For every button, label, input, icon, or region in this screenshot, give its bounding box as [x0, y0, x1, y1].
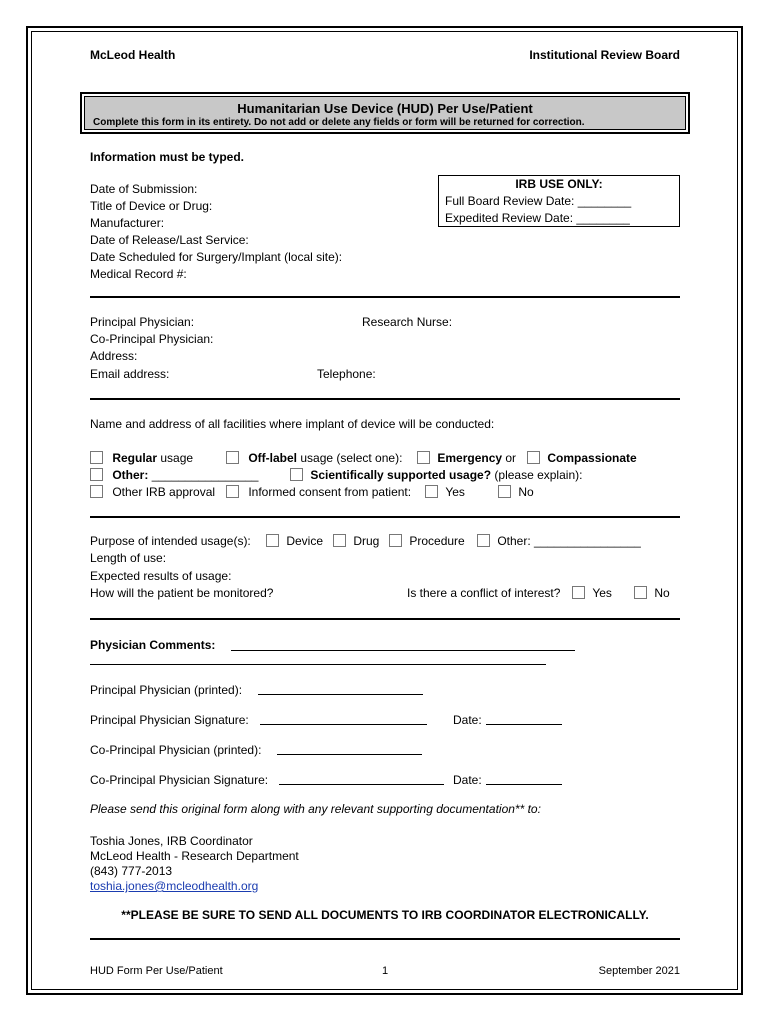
procedure-label: Procedure [409, 534, 465, 548]
conflict-yes-label: Yes [592, 586, 612, 600]
submission-fields [90, 181, 342, 283]
medical-record-field[interactable]: Medical Record #: [90, 267, 187, 281]
purpose-other-label[interactable]: Other: ________________ [497, 534, 641, 548]
date-release-field[interactable]: Date of Release/Last Service: [90, 233, 249, 247]
purpose-other-checkbox[interactable] [477, 534, 490, 547]
regular-label: Regular [112, 451, 158, 465]
informed-consent-checkbox[interactable] [226, 485, 239, 498]
cpp-date-line[interactable] [486, 784, 562, 785]
device-label: Device [286, 534, 324, 548]
regular-usage-checkbox[interactable] [90, 451, 103, 464]
other-irb-approval-label: Other IRB approval [112, 485, 216, 499]
physician-comments-line-1[interactable] [231, 650, 575, 651]
email-field[interactable]: Email address: [90, 367, 170, 381]
length-of-use-field[interactable]: Length of use: [90, 551, 167, 565]
informed-consent-label: Informed consent from patient: [248, 485, 412, 499]
cpp-date-label: Date: [453, 773, 482, 787]
monitoring-field[interactable]: How will the patient be monitored? [90, 586, 274, 600]
or-label: or [502, 451, 517, 465]
manufacturer-field[interactable]: Manufacturer: [90, 216, 165, 230]
off-label-label: Off-label [248, 451, 298, 465]
scientific-explain-label: (please explain): [491, 468, 583, 482]
send-note: Please send this original form along with any relevant supporting documentation** to: [90, 802, 541, 816]
consent-yes [425, 485, 465, 499]
header-dept: Institutional Review Board [529, 48, 680, 62]
conflict-no [634, 586, 670, 600]
consent-no [498, 485, 534, 499]
scientific-label: Scientifically supported usage? [310, 468, 492, 482]
header-org: McLeod Health [90, 48, 176, 62]
informed-consent [226, 485, 411, 499]
other-usage-checkbox[interactable] [90, 468, 103, 481]
off-label-checkbox[interactable] [226, 451, 239, 464]
contact-phone: (843) 777-2013 [90, 864, 173, 878]
cpp-printed-line[interactable] [277, 754, 422, 755]
conflict-no-label: No [654, 586, 670, 600]
drug-label: Drug [353, 534, 380, 548]
procedure-checkbox[interactable] [389, 534, 402, 547]
pp-signature-label: Principal Physician Signature: [90, 713, 249, 727]
usage-row-2 [90, 468, 258, 482]
conflict-label: Is there a conflict of interest? [407, 586, 561, 600]
typed-notice: Information must be typed. [90, 150, 245, 164]
cpp-printed-label: Co-Principal Physician (printed): [90, 743, 262, 757]
date-of-submission-field[interactable]: Date of Submission: [90, 182, 198, 196]
electronic-reminder: **PLEASE BE SURE TO SEND ALL DOCUMENTS TO IRB COORDINATOR ELECTRONICALLY. [121, 908, 649, 922]
consent-yes-checkbox[interactable] [425, 485, 438, 498]
usage-row-3 [90, 485, 215, 499]
physician-comments-line-2[interactable] [90, 664, 546, 665]
purpose-drug [333, 534, 379, 548]
usage-compassionate [527, 451, 637, 465]
irb-use-only-box [438, 175, 680, 227]
expected-results-field[interactable]: Expected results of usage: [90, 569, 232, 583]
usage-scientific [290, 468, 582, 482]
divider [90, 296, 680, 298]
form-title: Humanitarian Use Device (HUD) Per Use/Patient [237, 101, 533, 116]
cpp-signature-line[interactable] [279, 784, 444, 785]
device-checkbox[interactable] [266, 534, 279, 547]
pp-signature-line[interactable] [260, 724, 427, 725]
compassionate-label: Compassionate [547, 451, 637, 465]
drug-checkbox[interactable] [333, 534, 346, 547]
consent-yes-label: Yes [445, 485, 465, 499]
purpose-device [266, 534, 323, 548]
usage-emergency [417, 451, 516, 465]
research-nurse-field[interactable]: Research Nurse: [362, 315, 453, 329]
telephone-field[interactable]: Telephone: [317, 367, 376, 381]
contact-name: Toshia Jones, IRB Coordinator [90, 834, 253, 848]
full-board-review-date[interactable]: Full Board Review Date: ________ [445, 194, 632, 208]
off-label-usage-label: usage (select one): [297, 451, 403, 465]
divider [90, 516, 680, 518]
date-scheduled-field[interactable]: Date Scheduled for Surgery/Implant (local site): [90, 250, 343, 264]
co-principal-physician-field[interactable]: Co-Principal Physician: [90, 332, 214, 346]
cpp-signature-label: Co-Principal Physician Signature: [90, 773, 269, 787]
emergency-label: Emergency [437, 451, 503, 465]
divider [90, 398, 680, 400]
scientific-usage-checkbox[interactable] [290, 468, 303, 481]
footer-form-name: HUD Form Per Use/Patient [90, 965, 223, 977]
purpose-label: Purpose of intended usage(s): [90, 534, 251, 548]
usage-offlabel [226, 451, 402, 465]
contact-dept: McLeod Health - Research Department [90, 849, 299, 863]
expedited-review-date[interactable]: Expedited Review Date: ________ [445, 211, 630, 225]
physician-comments-label: Physician Comments: [90, 638, 216, 652]
footer-date: September 2021 [598, 965, 680, 977]
principal-physician-field[interactable]: Principal Physician: [90, 315, 195, 329]
emergency-checkbox[interactable] [417, 451, 430, 464]
conflict-yes-checkbox[interactable] [572, 586, 585, 599]
contact-block [90, 834, 299, 894]
consent-no-label: No [518, 485, 534, 499]
pp-printed-label: Principal Physician (printed): [90, 683, 243, 697]
other-irb-approval-checkbox[interactable] [90, 485, 103, 498]
conflict-yes [572, 586, 612, 600]
contact-email-link[interactable]: toshia.jones@mcleodhealth.org [90, 879, 259, 893]
purpose-procedure [389, 534, 465, 548]
compassionate-checkbox[interactable] [527, 451, 540, 464]
regular-usage-label: usage [157, 451, 194, 465]
divider [90, 938, 680, 940]
address-field[interactable]: Address: [90, 349, 138, 363]
title-box [80, 92, 690, 134]
pp-date-line[interactable] [486, 724, 562, 725]
form-subtitle: Complete this form in its entirety. Do not add or delete any fields or form will be returned for correction. [93, 117, 585, 128]
purpose-other [477, 534, 641, 548]
footer-page-number: 1 [382, 965, 389, 977]
pp-date-label: Date: [453, 713, 482, 727]
title-device-drug-field[interactable]: Title of Device or Drug: [90, 199, 213, 213]
consent-no-checkbox[interactable] [498, 485, 511, 498]
pp-printed-line[interactable] [258, 694, 423, 695]
irb-box-title: IRB USE ONLY: [515, 177, 603, 191]
other-usage-line[interactable]: ________________ [151, 468, 259, 482]
conflict-no-checkbox[interactable] [634, 586, 647, 599]
facilities-field[interactable]: Name and address of all facilities where implant of device will be conducted: [90, 417, 495, 431]
usage-row-1 [90, 451, 193, 465]
divider [90, 618, 680, 620]
other-label: Other: [112, 468, 149, 482]
